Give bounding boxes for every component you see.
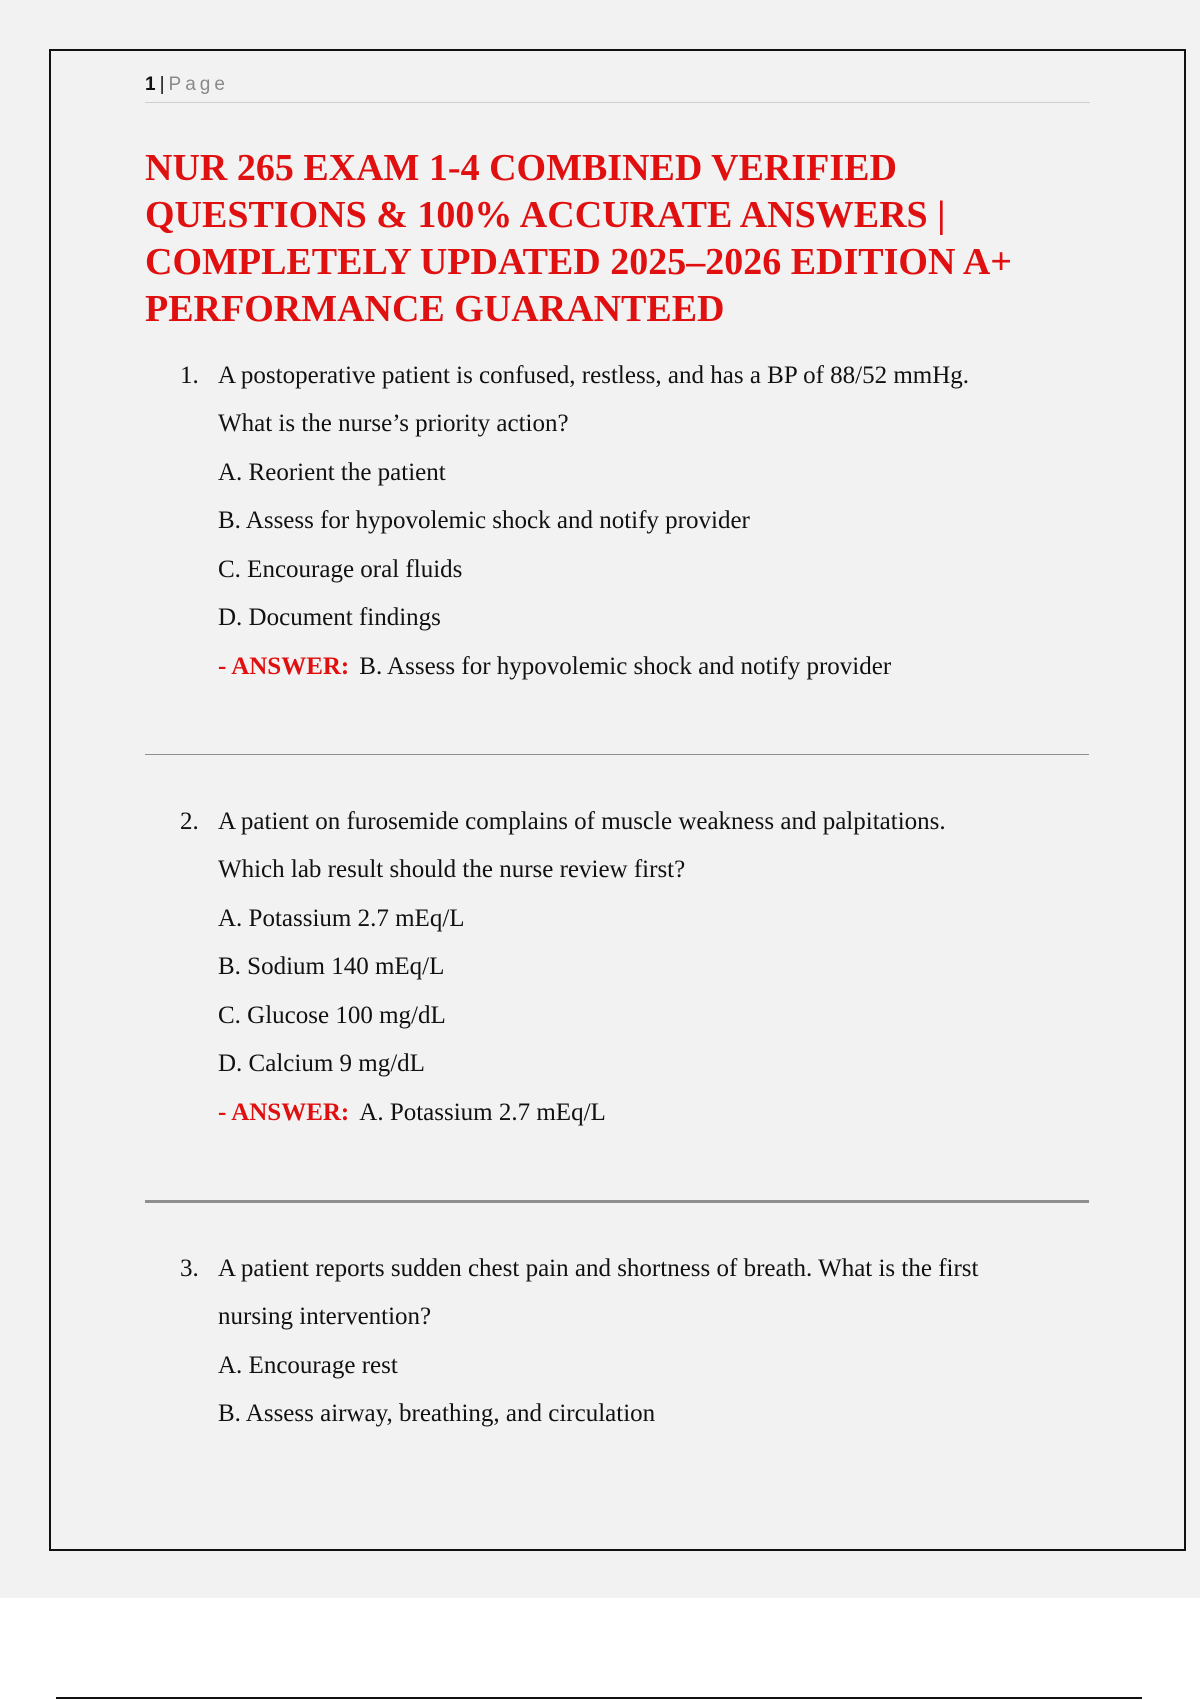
section-divider xyxy=(145,754,1089,755)
answer-label: - ANSWER: xyxy=(218,1098,350,1126)
document-title: NUR 265 EXAM 1-4 COMBINED VERIFIED QUESTIONS & 100% ACCURATE ANSWERS | COMPLETELY UPDATED 2025–2026 EDITION A+ PERFORMANCE GUARANTEED xyxy=(145,147,1012,330)
answer-text: A. Potassium 2.7 mEq/L xyxy=(359,1098,606,1126)
option-c: C. Glucose 100 mg/dL xyxy=(218,1001,446,1029)
option-a: A. Encourage rest xyxy=(218,1351,398,1379)
page-number: 1 xyxy=(145,74,156,95)
question-stem-line-2: nursing intervention? xyxy=(218,1303,432,1330)
question-stem-line-1: A patient on furosemide complains of muscle weakness and palpitations. xyxy=(218,808,946,835)
question-3 xyxy=(180,1245,1110,1439)
question-number: 3. xyxy=(180,1255,199,1282)
question-stem xyxy=(180,352,1110,400)
page-header xyxy=(145,72,1090,103)
answer-line xyxy=(180,1089,1110,1138)
answer-label: - ANSWER: xyxy=(218,652,350,680)
option-a: A. Reorient the patient xyxy=(218,458,446,486)
option-d: D. Calcium 9 mg/dL xyxy=(218,1050,425,1077)
question-number: 2. xyxy=(180,808,199,835)
question-stem-line-2: Which lab result should the nurse review first? xyxy=(218,856,686,883)
option-b: B. Assess airway, breathing, and circulation xyxy=(218,1400,656,1427)
question-stem xyxy=(180,798,1110,846)
page-word: Page xyxy=(168,74,229,95)
answer-text: B. Assess for hypovolemic shock and notify provider xyxy=(359,652,892,680)
question-stem-line-1: A postoperative patient is confused, restless, and has a BP of 88/52 mmHg. xyxy=(218,362,970,389)
section-divider xyxy=(145,1200,1089,1203)
option-c: C. Encourage oral fluids xyxy=(218,555,463,583)
question-stem-line-2: What is the nurse’s priority action? xyxy=(218,410,569,437)
option-d: D. Document findings xyxy=(218,604,441,631)
question-stem xyxy=(180,1245,1110,1293)
header-separator: | xyxy=(159,74,165,95)
question-2 xyxy=(180,798,1110,1137)
question-stem-line-1: A patient reports sudden chest pain and shortness of breath. What is the first xyxy=(218,1255,979,1282)
question-number: 1. xyxy=(180,362,199,389)
option-b: B. Sodium 140 mEq/L xyxy=(218,953,445,980)
question-1 xyxy=(180,352,1110,691)
footer-rule xyxy=(56,1697,1142,1699)
option-b: B. Assess for hypovolemic shock and notify provider xyxy=(218,507,750,534)
answer-line xyxy=(180,643,1110,692)
option-a: A. Potassium 2.7 mEq/L xyxy=(218,904,465,932)
